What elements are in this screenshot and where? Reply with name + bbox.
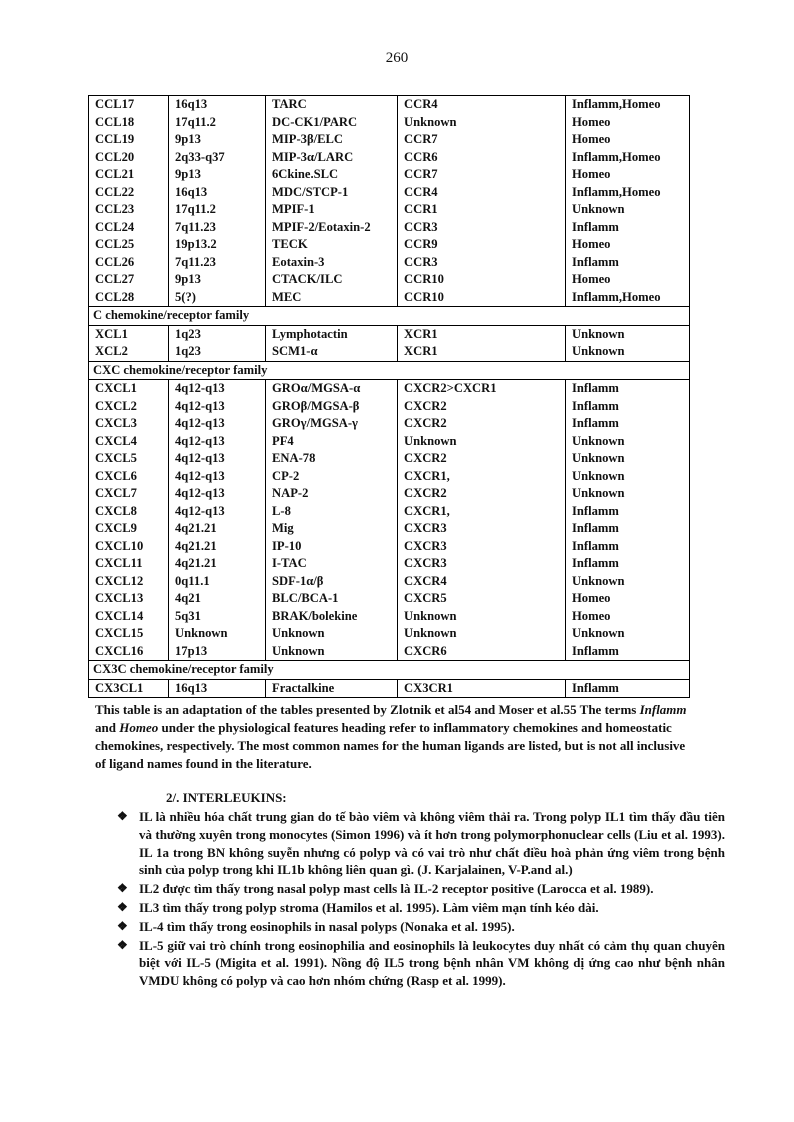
receptor-cell: CCR4 bbox=[398, 96, 566, 114]
ligand-cell: CCL25 bbox=[89, 236, 169, 254]
common-name-cell: Unknown bbox=[266, 643, 398, 661]
feature-cell: Homeo bbox=[572, 272, 611, 286]
common-name-cell: SCM1-α bbox=[266, 343, 398, 361]
diamond-bullet-icon: ❖ bbox=[117, 918, 128, 933]
common-name-cell: CP-2 bbox=[266, 468, 398, 486]
feature-cell: Homeo bbox=[572, 237, 611, 251]
table-row bbox=[89, 271, 690, 289]
ligand-cell: CCL18 bbox=[89, 114, 169, 132]
common-name-cell: SDF-1α/β bbox=[266, 573, 398, 591]
feature-cell: Homeo bbox=[572, 167, 611, 181]
feature-cell: Homeo bbox=[572, 608, 611, 623]
table-row bbox=[89, 643, 690, 661]
table-row bbox=[89, 415, 690, 433]
receptor-cell: CCR3 bbox=[398, 254, 566, 272]
receptor-cell: CXCR3 bbox=[398, 538, 566, 556]
table-row bbox=[89, 380, 690, 398]
locus-cell: 4q12-q13 bbox=[169, 468, 266, 486]
locus-cell: 17q11.2 bbox=[169, 114, 266, 132]
feature-cell: Inflamm bbox=[572, 556, 619, 570]
table-row bbox=[89, 503, 690, 521]
common-name-cell: Lymphotactin bbox=[266, 325, 398, 343]
locus-cell: 17q11.2 bbox=[169, 201, 266, 219]
table-row bbox=[89, 131, 690, 149]
family-header: C chemokine/receptor family bbox=[89, 307, 690, 326]
locus-cell: 0q11.1 bbox=[169, 573, 266, 591]
locus-cell: 16q13 bbox=[169, 96, 266, 114]
table-row bbox=[89, 114, 690, 132]
page-number: 260 bbox=[385, 50, 409, 66]
receptor-cell: CXCR2 bbox=[398, 415, 566, 433]
ligand-cell: CX3CL1 bbox=[89, 679, 169, 698]
family-header-row bbox=[89, 361, 690, 380]
common-name-cell: 6Ckine.SLC bbox=[266, 166, 398, 184]
receptor-cell: CXCR1, bbox=[398, 503, 566, 521]
receptor-cell: CCR10 bbox=[398, 289, 566, 307]
feature-cell: Unknown bbox=[572, 326, 625, 341]
ligand-cell: CXCL3 bbox=[89, 415, 169, 433]
bullet-item bbox=[117, 899, 725, 917]
receptor-cell: Unknown bbox=[398, 114, 566, 132]
diamond-bullet-icon: ❖ bbox=[117, 809, 128, 823]
bullet-item bbox=[117, 880, 725, 898]
common-name-cell: MPIF-2/Eotaxin-2 bbox=[266, 219, 398, 237]
table-group bbox=[89, 96, 690, 307]
common-name-cell: I-TAC bbox=[266, 555, 398, 573]
feature-cell: Inflamm bbox=[572, 416, 619, 430]
receptor-cell: CCR9 bbox=[398, 236, 566, 254]
ligand-cell: CXCL4 bbox=[89, 433, 169, 451]
table-row bbox=[89, 555, 690, 573]
locus-cell: 4q12-q13 bbox=[169, 450, 266, 468]
locus-cell: 9p13 bbox=[169, 166, 266, 184]
ligand-cell: CXCL8 bbox=[89, 503, 169, 521]
receptor-cell: CXCR3 bbox=[398, 555, 566, 573]
ligand-cell: XCL2 bbox=[89, 343, 169, 361]
ligand-cell: CCL26 bbox=[89, 254, 169, 272]
family-header: CX3C chemokine/receptor family bbox=[89, 661, 690, 680]
caption-term-inflamm: Inflamm bbox=[639, 702, 687, 717]
receptor-cell: CXCR5 bbox=[398, 590, 566, 608]
common-name-cell: Eotaxin-3 bbox=[266, 254, 398, 272]
common-name-cell: BLC/BCA-1 bbox=[266, 590, 398, 608]
receptor-cell: CXCR4 bbox=[398, 573, 566, 591]
receptor-cell: CCR7 bbox=[398, 166, 566, 184]
ligand-cell: CXCL2 bbox=[89, 398, 169, 416]
table-caption bbox=[95, 701, 695, 773]
feature-cell: Inflamm bbox=[572, 381, 619, 395]
receptor-cell: CXCR2 bbox=[398, 450, 566, 468]
ligand-cell: XCL1 bbox=[89, 325, 169, 343]
ligand-cell: CXCL15 bbox=[89, 625, 169, 643]
table-row bbox=[89, 149, 690, 167]
ligand-cell: CCL20 bbox=[89, 149, 169, 167]
table-row bbox=[89, 219, 690, 237]
common-name-cell: Unknown bbox=[266, 625, 398, 643]
feature-cell: Inflamm bbox=[572, 254, 619, 269]
ligand-cell: CCL28 bbox=[89, 289, 169, 307]
table-row bbox=[89, 679, 690, 698]
locus-cell: 16q13 bbox=[169, 679, 266, 698]
table-group bbox=[89, 380, 690, 661]
locus-cell: 4q12-q13 bbox=[169, 485, 266, 503]
ligand-cell: CCL24 bbox=[89, 219, 169, 237]
feature-cell: Unknown bbox=[572, 573, 625, 588]
table-row bbox=[89, 398, 690, 416]
ligand-cell: CXCL14 bbox=[89, 608, 169, 626]
locus-cell: Unknown bbox=[169, 625, 266, 643]
table-row bbox=[89, 590, 690, 608]
ligand-cell: CXCL16 bbox=[89, 643, 169, 661]
locus-cell: 4q12-q13 bbox=[169, 503, 266, 521]
family-header-group bbox=[89, 307, 690, 326]
diamond-bullet-icon: ❖ bbox=[117, 937, 128, 952]
common-name-cell: TARC bbox=[266, 96, 398, 114]
table-row bbox=[89, 450, 690, 468]
bullet-text: IL-5 giữ vai trò chính trong eosinophilia and eosinophils là leukocytes duy nhất có cảm thụ quan chuyên biệt với IL-5 (Migita et al. 1991). Nồng độ IL5 trong bệnh nhân VM không dị ứng cao như bệnh nhân VMDU không có polyp và cao hơn nhóm chứng (Rasp et al. 1999). bbox=[139, 937, 725, 989]
table-row bbox=[89, 625, 690, 643]
ligand-cell: CXCL11 bbox=[89, 555, 169, 573]
feature-cell: Unknown bbox=[572, 468, 625, 483]
receptor-cell: CX3CR1 bbox=[398, 679, 566, 698]
ligand-cell: CCL23 bbox=[89, 201, 169, 219]
table-group bbox=[89, 325, 690, 361]
ligand-cell: CXCL13 bbox=[89, 590, 169, 608]
ligand-cell: CXCL1 bbox=[89, 380, 169, 398]
table-row bbox=[89, 201, 690, 219]
caption-term-homeo: Homeo bbox=[119, 720, 159, 735]
feature-cell: Inflamm bbox=[572, 521, 619, 535]
locus-cell: 4q12-q13 bbox=[169, 433, 266, 451]
receptor-cell: CCR4 bbox=[398, 184, 566, 202]
ligand-cell: CXCL10 bbox=[89, 538, 169, 556]
common-name-cell: MIP-3α/LARC bbox=[266, 149, 398, 167]
common-name-cell: PF4 bbox=[266, 433, 398, 451]
table-row bbox=[89, 184, 690, 202]
common-name-cell: BRAK/bolekine bbox=[266, 608, 398, 626]
common-name-cell: TECK bbox=[266, 236, 398, 254]
bullet-text: IL là nhiều hóa chất trung gian do tế bào viêm và không viêm thải ra. Trong polyp IL1 tìm thấy đầu tiên và thường xuyên trong monocytes (Simon 1996) và ít hơn trong polymorphonuclear cells (Liu et al. 1993). IL 1a trong BN không suyễn nhưng có polyp và có vai trò như chất điều hoà phản ứng viêm trong bệnh sinh của polyp trong khi IL1b không liên quan gì. (J. Karjalainen, V-P.and al.) bbox=[139, 809, 725, 878]
chemokine-table bbox=[88, 95, 690, 698]
table-row bbox=[89, 485, 690, 503]
family-header-group bbox=[89, 661, 690, 680]
locus-cell: 9p13 bbox=[169, 131, 266, 149]
common-name-cell: MIP-3β/ELC bbox=[266, 131, 398, 149]
locus-cell: 4q21.21 bbox=[169, 538, 266, 556]
bullet-text: IL-4 tìm thấy trong eosinophils in nasal polyps (Nonaka et al. 1995). bbox=[139, 918, 515, 934]
locus-cell: 9p13 bbox=[169, 271, 266, 289]
locus-cell: 4q12-q13 bbox=[169, 380, 266, 398]
table-row bbox=[89, 96, 690, 114]
caption-text-1: This table is an adaptation of the tables presented by Zlotnik et al54 and Moser et al.55 The terms bbox=[95, 702, 640, 717]
feature-cell: Inflamm,Homeo bbox=[572, 149, 661, 164]
family-header: CXC chemokine/receptor family bbox=[89, 361, 690, 380]
table-row bbox=[89, 573, 690, 591]
locus-cell: 4q12-q13 bbox=[169, 398, 266, 416]
common-name-cell: GROβ/MGSA-β bbox=[266, 398, 398, 416]
feature-cell: Inflamm bbox=[572, 643, 619, 658]
receptor-cell: CXCR1, bbox=[398, 468, 566, 486]
common-name-cell: IP-10 bbox=[266, 538, 398, 556]
receptor-cell: CCR6 bbox=[398, 149, 566, 167]
ligand-cell: CXCL12 bbox=[89, 573, 169, 591]
feature-cell: Inflamm,Homeo bbox=[572, 184, 661, 199]
feature-cell: Inflamm bbox=[572, 538, 619, 553]
locus-cell: 4q21 bbox=[169, 590, 266, 608]
feature-cell: Unknown bbox=[572, 486, 625, 500]
table-row bbox=[89, 343, 690, 361]
caption-text-3: under the physiological features heading refer to inflammatory chemokines and homeostatic chemokines, respectively. The most common names for the human ligands are listed, but is not all inclusive of ligand names found in the literature. bbox=[95, 720, 686, 771]
receptor-cell: CXCR6 bbox=[398, 643, 566, 661]
locus-cell: 4q21.21 bbox=[169, 520, 266, 538]
receptor-cell: CXCR2 bbox=[398, 485, 566, 503]
common-name-cell: NAP-2 bbox=[266, 485, 398, 503]
family-header-row bbox=[89, 661, 690, 680]
feature-cell: Homeo bbox=[572, 132, 611, 146]
common-name-cell: GROα/MGSA-α bbox=[266, 380, 398, 398]
common-name-cell: MDC/STCP-1 bbox=[266, 184, 398, 202]
ligand-cell: CCL21 bbox=[89, 166, 169, 184]
feature-cell: Unknown bbox=[572, 433, 625, 448]
locus-cell: 19p13.2 bbox=[169, 236, 266, 254]
feature-cell: Inflamm bbox=[572, 398, 619, 413]
common-name-cell: MPIF-1 bbox=[266, 201, 398, 219]
diamond-bullet-icon: ❖ bbox=[117, 899, 128, 914]
feature-cell: Inflamm bbox=[572, 680, 619, 695]
ligand-cell: CCL17 bbox=[89, 96, 169, 114]
common-name-cell: MEC bbox=[266, 289, 398, 307]
receptor-cell: XCR1 bbox=[398, 343, 566, 361]
table-row bbox=[89, 520, 690, 538]
table-row bbox=[89, 608, 690, 626]
common-name-cell: ENA-78 bbox=[266, 450, 398, 468]
table-row bbox=[89, 325, 690, 343]
common-name-cell: Fractalkine bbox=[266, 679, 398, 698]
receptor-cell: Unknown bbox=[398, 608, 566, 626]
receptor-cell: CCR10 bbox=[398, 271, 566, 289]
receptor-cell: CXCR2 bbox=[398, 398, 566, 416]
receptor-cell: CCR3 bbox=[398, 219, 566, 237]
ligand-cell: CXCL6 bbox=[89, 468, 169, 486]
locus-cell: 7q11.23 bbox=[169, 219, 266, 237]
locus-cell: 2q33-q37 bbox=[169, 149, 266, 167]
feature-cell: Unknown bbox=[572, 451, 625, 465]
ligand-cell: CCL19 bbox=[89, 131, 169, 149]
family-header-group bbox=[89, 361, 690, 380]
family-header-row bbox=[89, 307, 690, 326]
locus-cell: 1q23 bbox=[169, 325, 266, 343]
feature-cell: Inflamm,Homeo bbox=[572, 289, 661, 304]
feature-cell: Homeo bbox=[572, 591, 611, 605]
feature-cell: Inflamm bbox=[572, 503, 619, 518]
table-row bbox=[89, 166, 690, 184]
locus-cell: 5q31 bbox=[169, 608, 266, 626]
locus-cell: 7q11.23 bbox=[169, 254, 266, 272]
locus-cell: 17p13 bbox=[169, 643, 266, 661]
locus-cell: 4q21.21 bbox=[169, 555, 266, 573]
locus-cell: 4q12-q13 bbox=[169, 415, 266, 433]
common-name-cell: Mig bbox=[266, 520, 398, 538]
receptor-cell: Unknown bbox=[398, 625, 566, 643]
feature-cell: Homeo bbox=[572, 114, 611, 129]
bullet-item bbox=[117, 808, 725, 879]
ligand-cell: CXCL7 bbox=[89, 485, 169, 503]
common-name-cell: L-8 bbox=[266, 503, 398, 521]
table-row bbox=[89, 236, 690, 254]
common-name-cell: DC-CK1/PARC bbox=[266, 114, 398, 132]
feature-cell: Unknown bbox=[572, 344, 625, 358]
table-row bbox=[89, 289, 690, 307]
ligand-cell: CXCL9 bbox=[89, 520, 169, 538]
receptor-cell: CXCR2>CXCR1 bbox=[398, 380, 566, 398]
receptor-cell: Unknown bbox=[398, 433, 566, 451]
feature-cell: Inflamm,Homeo bbox=[572, 97, 661, 111]
bullet-item bbox=[117, 918, 725, 936]
receptor-cell: XCR1 bbox=[398, 325, 566, 343]
bullet-item bbox=[117, 937, 725, 990]
bullet-list bbox=[95, 808, 725, 991]
ligand-cell: CCL27 bbox=[89, 271, 169, 289]
section-heading: 2/. INTERLEUKINS: bbox=[166, 790, 287, 805]
bullet-text: IL3 tìm thấy trong polyp stroma (Hamilos et al. 1995). Làm viêm mạn tính kéo dài. bbox=[139, 899, 599, 915]
table-row bbox=[89, 433, 690, 451]
ligand-cell: CXCL5 bbox=[89, 450, 169, 468]
locus-cell: 5(?) bbox=[169, 289, 266, 307]
locus-cell: 1q23 bbox=[169, 343, 266, 361]
common-name-cell: GROγ/MGSA-γ bbox=[266, 415, 398, 433]
table-row bbox=[89, 538, 690, 556]
table-group bbox=[89, 679, 690, 698]
common-name-cell: CTACK/ILC bbox=[266, 271, 398, 289]
receptor-cell: CXCR3 bbox=[398, 520, 566, 538]
table-row bbox=[89, 254, 690, 272]
table-row bbox=[89, 468, 690, 486]
diamond-bullet-icon: ❖ bbox=[117, 881, 128, 896]
feature-cell: Inflamm bbox=[572, 219, 619, 234]
bullet-text: IL2 được tìm thấy trong nasal polyp mast cells là IL-2 receptor positive (Larocca et al. 1989). bbox=[139, 881, 654, 897]
feature-cell: Unknown bbox=[572, 202, 625, 216]
receptor-cell: CCR7 bbox=[398, 131, 566, 149]
ligand-cell: CCL22 bbox=[89, 184, 169, 202]
receptor-cell: CCR1 bbox=[398, 201, 566, 219]
locus-cell: 16q13 bbox=[169, 184, 266, 202]
caption-text-2: and bbox=[95, 720, 120, 735]
feature-cell: Unknown bbox=[572, 626, 625, 640]
